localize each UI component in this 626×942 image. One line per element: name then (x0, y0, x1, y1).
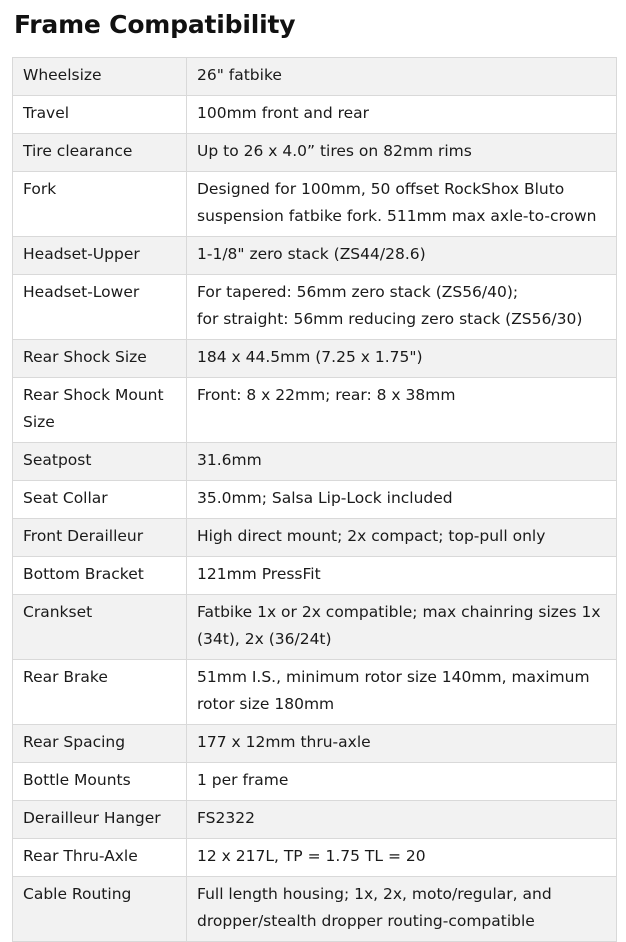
spec-label: Travel (13, 96, 187, 134)
spec-table-body (13, 58, 617, 942)
spec-value: 12 x 217L, TP = 1.75 TL = 20 (187, 839, 617, 877)
table-row (13, 660, 617, 725)
table-row (13, 801, 617, 839)
spec-value-line: For tapered: 56mm zero stack (ZS56/40); (197, 283, 519, 301)
page-title: Frame Compatibility (14, 10, 296, 39)
spec-label: Seatpost (13, 443, 187, 481)
spec-value: Fatbike 1x or 2x compatible; max chainring sizes 1x (34t), 2x (36/24t) (187, 595, 617, 660)
spec-value: Designed for 100mm, 50 offset RockShox Bluto suspension fatbike fork. 511mm max axle-to-crown (187, 172, 617, 237)
spec-value: 184 x 44.5mm (7.25 x 1.75") (187, 340, 617, 378)
spec-value: 31.6mm (187, 443, 617, 481)
spec-value: 51mm I.S., minimum rotor size 140mm, maximum rotor size 180mm (187, 660, 617, 725)
table-row (13, 481, 617, 519)
table-row (13, 134, 617, 172)
table-row (13, 172, 617, 237)
spec-label: Cable Routing (13, 877, 187, 942)
table-row (13, 443, 617, 481)
spec-label: Bottle Mounts (13, 763, 187, 801)
spec-value: FS2322 (187, 801, 617, 839)
table-row (13, 557, 617, 595)
table-row (13, 595, 617, 660)
spec-label: Derailleur Hanger (13, 801, 187, 839)
spec-label: Wheelsize (13, 58, 187, 96)
spec-value: Up to 26 x 4.0” tires on 82mm rims (187, 134, 617, 172)
spec-label: Crankset (13, 595, 187, 660)
spec-value: Full length housing; 1x, 2x, moto/regular, and dropper/stealth dropper routing-compatible (187, 877, 617, 942)
spec-value: High direct mount; 2x compact; top-pull only (187, 519, 617, 557)
table-row (13, 237, 617, 275)
spec-label: Tire clearance (13, 134, 187, 172)
spec-label: Headset-Lower (13, 275, 187, 340)
table-row (13, 839, 617, 877)
spec-value (187, 275, 617, 340)
spec-label: Headset-Upper (13, 237, 187, 275)
spec-value: 26" fatbike (187, 58, 617, 96)
table-row (13, 725, 617, 763)
spec-value-line: for straight: 56mm reducing zero stack (ZS56/30) (197, 310, 583, 328)
spec-value: 1 per frame (187, 763, 617, 801)
spec-value: 121mm PressFit (187, 557, 617, 595)
spec-value: 100mm front and rear (187, 96, 617, 134)
spec-value: Front: 8 x 22mm; rear: 8 x 38mm (187, 378, 617, 443)
spec-label: Rear Shock Size (13, 340, 187, 378)
spec-value: 1-1/8" zero stack (ZS44/28.6) (187, 237, 617, 275)
spec-label: Seat Collar (13, 481, 187, 519)
spec-label: Rear Shock Mount Size (13, 378, 187, 443)
spec-label: Rear Spacing (13, 725, 187, 763)
table-row (13, 877, 617, 942)
spec-label: Front Derailleur (13, 519, 187, 557)
table-row (13, 58, 617, 96)
table-row (13, 763, 617, 801)
spec-label: Rear Thru-Axle (13, 839, 187, 877)
table-row (13, 275, 617, 340)
table-row (13, 340, 617, 378)
spec-value: 35.0mm; Salsa Lip-Lock included (187, 481, 617, 519)
table-row (13, 519, 617, 557)
spec-label: Bottom Bracket (13, 557, 187, 595)
spec-value: 177 x 12mm thru-axle (187, 725, 617, 763)
spec-label: Rear Brake (13, 660, 187, 725)
spec-label: Fork (13, 172, 187, 237)
table-row (13, 378, 617, 443)
table-row (13, 96, 617, 134)
spec-table (12, 57, 617, 942)
